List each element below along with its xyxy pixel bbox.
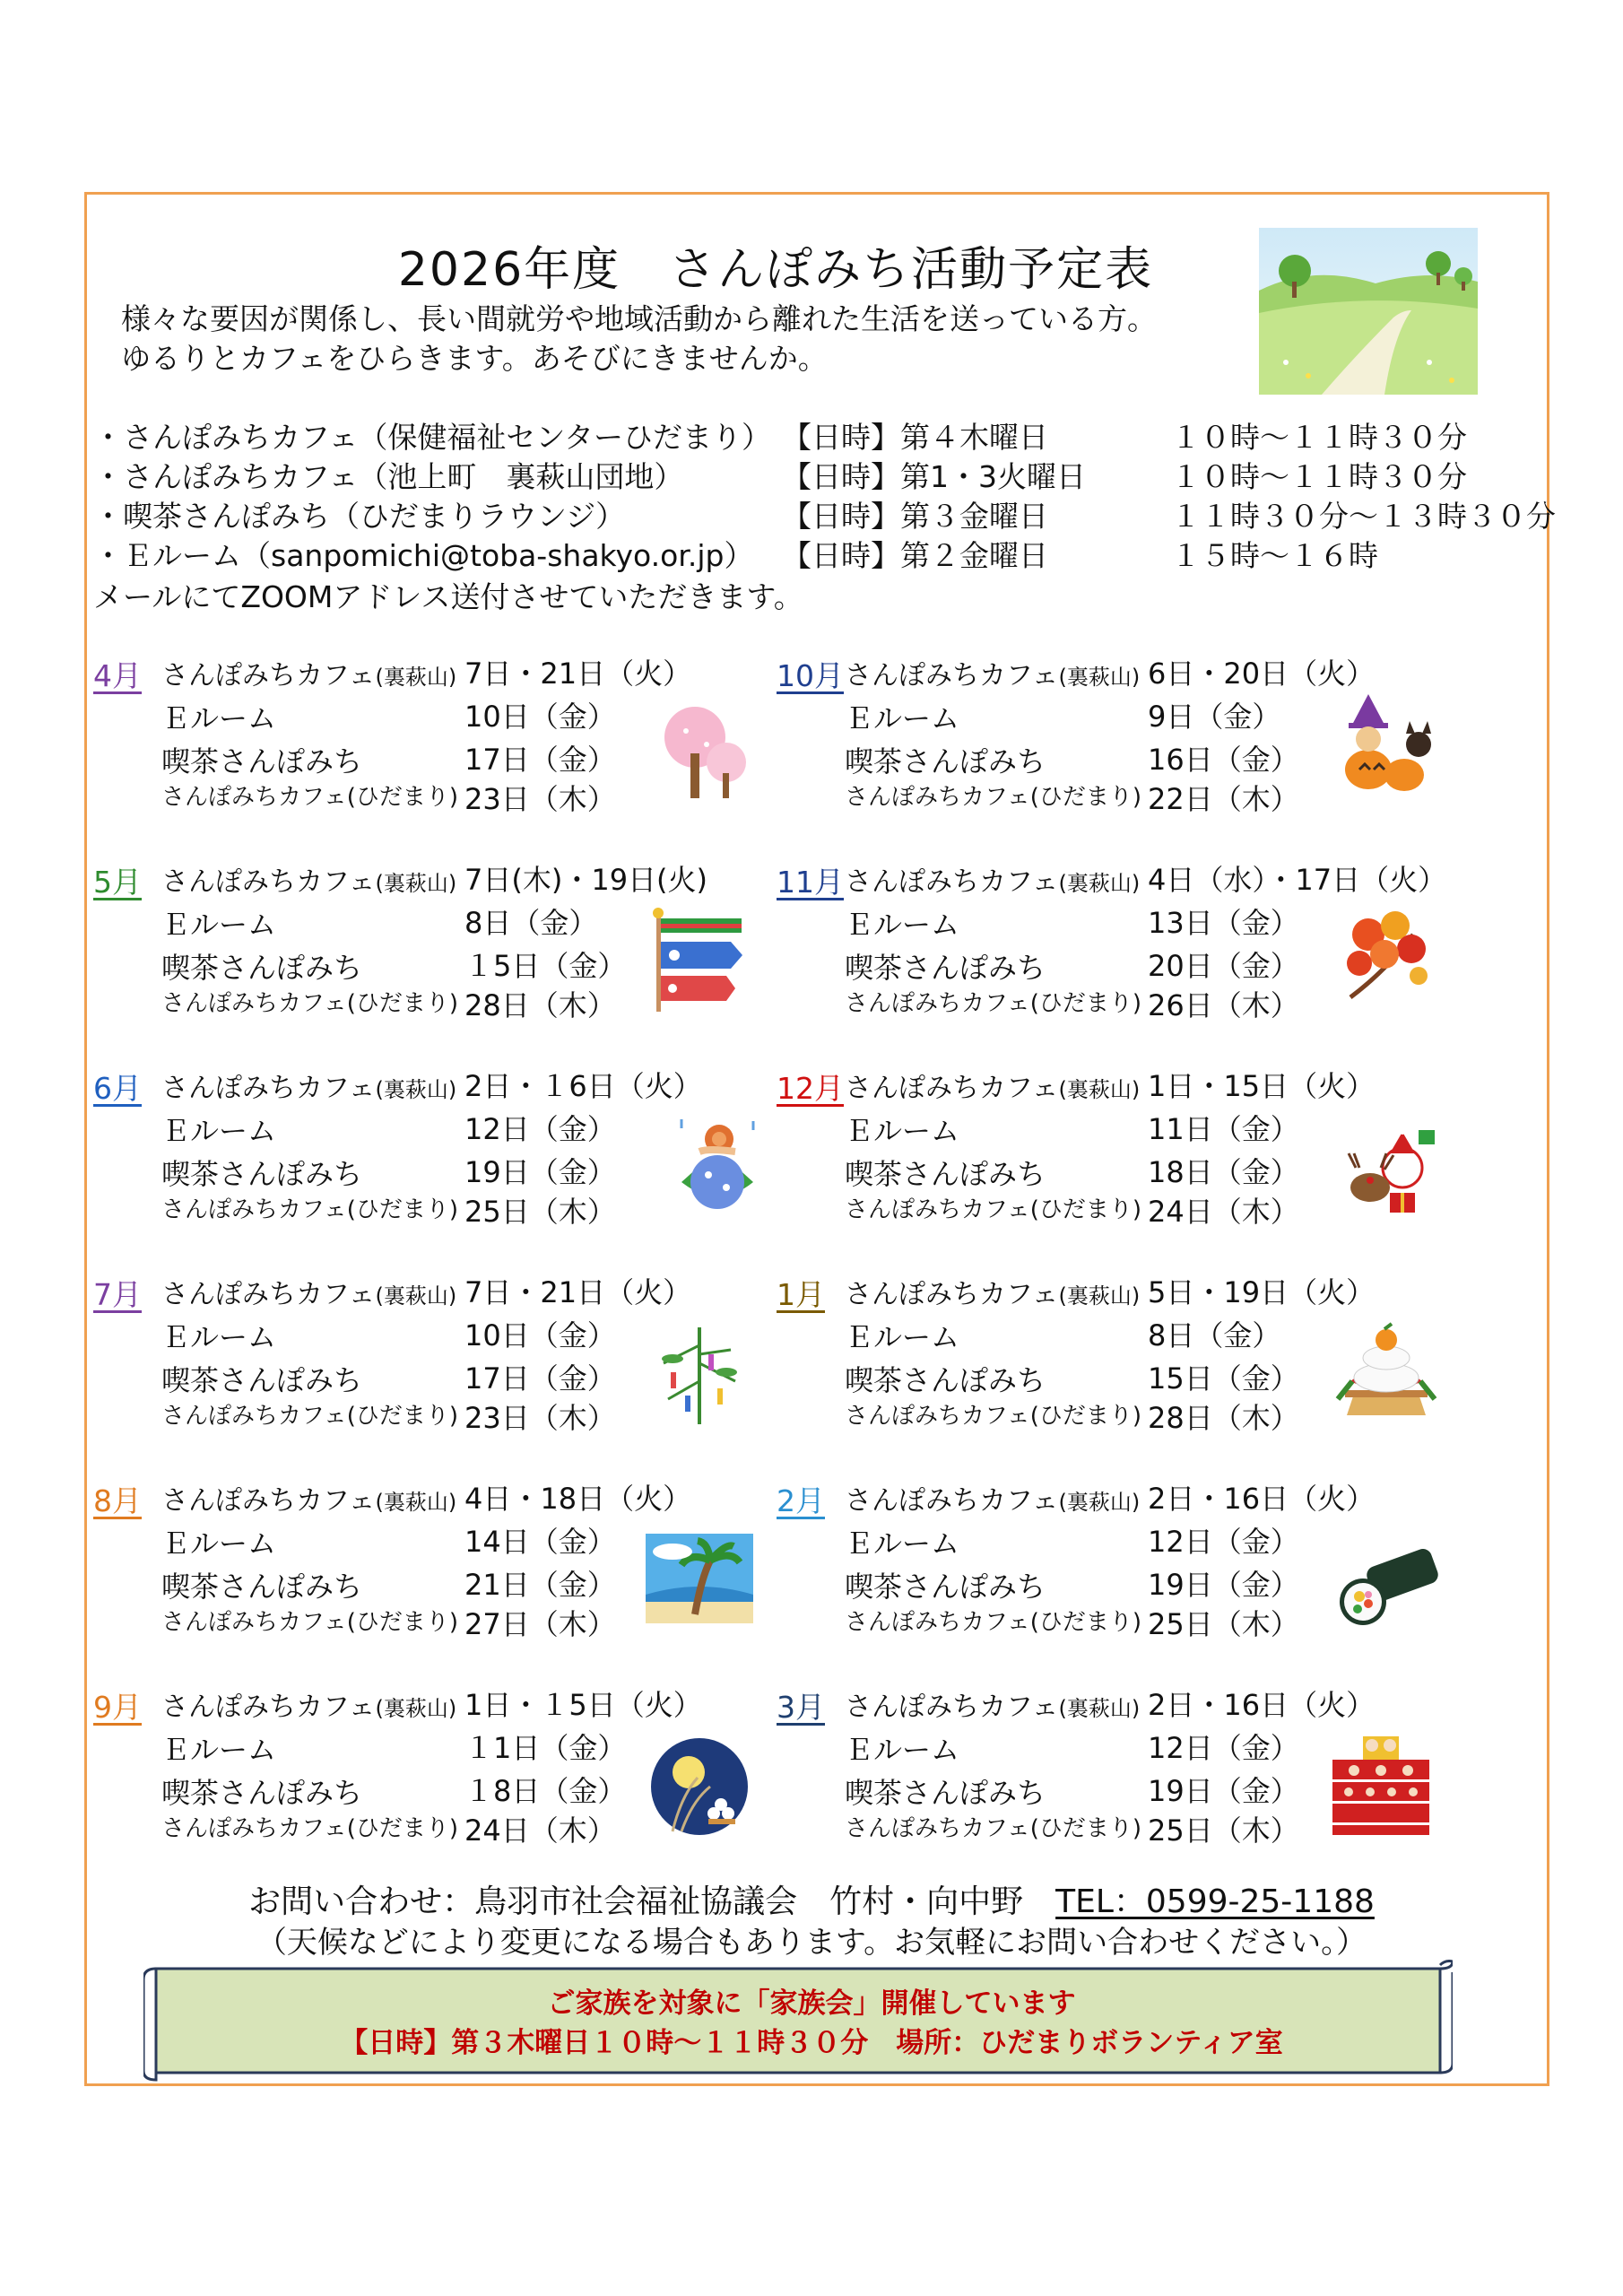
- date-eroom: 9日（金）: [1148, 700, 1281, 734]
- kissa-label-text: 喫茶さんぽみち: [161, 1157, 363, 1191]
- date-hidamari: 23日（木）: [464, 1401, 616, 1435]
- date-hidamari: 28日（木）: [464, 988, 616, 1022]
- kissa-label: [161, 1564, 362, 1605]
- kissa-label-text: 喫茶さんぽみち: [845, 744, 1046, 778]
- family-meeting-line-2: 【日時】第３木曜日１０時～１１時３０分 場所：ひだまりボランティア室: [340, 2027, 1283, 2059]
- activity-day: 【日時】第1・3火曜日: [782, 459, 1086, 494]
- activity-time: １１時３０分～１３時３０分: [1171, 499, 1556, 534]
- cafe-urahagi-label: [845, 653, 1140, 692]
- cafe-urahagi-label: [845, 1478, 1140, 1518]
- activity-day: 【日時】第３金曜日: [782, 499, 1048, 534]
- cafe-hidamari-label-text: さんぽみちカフェ(ひだまり): [161, 1196, 458, 1223]
- cafe-hidamari-label: [845, 1191, 1141, 1224]
- cafe-hidamari-label: [161, 985, 458, 1018]
- date-hidamari: 22日（木）: [1148, 782, 1299, 816]
- date-hidamari: 25日（木）: [1148, 1813, 1299, 1848]
- cafe-hidamari-label: [845, 778, 1141, 812]
- cafe-location-text: (裏萩山): [375, 665, 457, 690]
- cafe-location-text: (裏萩山): [1058, 1696, 1141, 1721]
- date-cafe: 4日（水）・17日（火）: [1148, 863, 1447, 897]
- cafe-label-text: さんぽみちカフェ: [845, 866, 1059, 898]
- month-label: 9月: [93, 1690, 142, 1725]
- date-hidamari: 23日（木）: [464, 782, 616, 816]
- cafe-urahagi-label: [161, 653, 456, 692]
- date-eroom: １1日（金）: [464, 1731, 627, 1765]
- cafe-label-text: さんぽみちカフェ: [161, 866, 376, 898]
- eroom-label: [161, 1521, 276, 1562]
- month-label: 12月: [777, 1071, 844, 1106]
- intro-line-2: ゆるりとカフェをひらきます。あそびにきませんか。: [121, 341, 828, 376]
- date-kissa: １8日（金）: [464, 1774, 627, 1808]
- kissa-label: [845, 1358, 1046, 1399]
- eroom-label: [161, 696, 276, 737]
- eroom-label: [845, 1727, 959, 1769]
- cafe-hidamari-label: [161, 1397, 458, 1431]
- kissa-label: [845, 1564, 1046, 1605]
- cafe-urahagi-label: [161, 1065, 456, 1105]
- kissa-label-text: 喫茶さんぽみち: [161, 1570, 363, 1604]
- cafe-label-text: さんぽみちカフェ: [161, 660, 376, 691]
- date-eroom: 14日（金）: [464, 1525, 616, 1559]
- date-hidamari: 27日（木）: [464, 1607, 616, 1641]
- kissa-label-text: 喫茶さんぽみち: [845, 1570, 1046, 1604]
- month-label: 1月: [777, 1277, 825, 1312]
- date-eroom: 10日（金）: [464, 1318, 616, 1352]
- cafe-location-text: (裏萩山): [1058, 665, 1141, 690]
- date-cafe: 6日・20日（火）: [1148, 657, 1376, 691]
- cafe-location-text: (裏萩山): [375, 1490, 457, 1515]
- month-label: 5月: [93, 865, 142, 900]
- cafe-hidamari-label-text: さんぽみちカフェ(ひだまり): [845, 1196, 1141, 1223]
- date-cafe: 1日・15日（火）: [1148, 1069, 1376, 1103]
- date-kissa: 17日（金）: [464, 743, 616, 777]
- beach-icon: [646, 1525, 753, 1632]
- kissa-label: [845, 1770, 1046, 1812]
- eroom-label-text: Ｅルーム: [161, 908, 277, 942]
- intro-line-1: 様々な要因が関係し、長い間就労や地域活動から離れた生活を送っている方。: [121, 301, 1157, 336]
- date-cafe: 4日・18日（火）: [464, 1482, 692, 1516]
- date-eroom: 13日（金）: [1148, 906, 1299, 940]
- cafe-label-text: さんぽみちカフェ: [845, 1073, 1059, 1104]
- cafe-urahagi-label: [161, 1478, 456, 1518]
- cafe-hidamari-label-text: さんぽみちカフェ(ひだまり): [845, 990, 1141, 1017]
- date-cafe: 7日・21日（火）: [464, 1275, 692, 1309]
- activity-name: ・Ｅルーム（sanpomichi@toba-shakyo.or.jp）: [93, 538, 754, 573]
- cafe-hidamari-label: [845, 1397, 1141, 1431]
- month-label: 8月: [93, 1483, 142, 1518]
- eroom-label-text: Ｅルーム: [845, 1526, 960, 1561]
- kissa-label: [161, 1770, 362, 1812]
- kissa-label: [845, 739, 1046, 780]
- cafe-urahagi-label: [161, 1272, 456, 1311]
- date-eroom: 12日（金）: [1148, 1525, 1299, 1559]
- moon-viewing-icon: [646, 1733, 753, 1840]
- cherry-blossom-icon: [646, 700, 753, 807]
- activity-name: ・喫茶さんぽみち（ひだまりラウンジ）: [93, 499, 626, 534]
- cafe-hidamari-label-text: さんぽみちカフェ(ひだまり): [161, 1609, 458, 1636]
- cafe-label-text: さんぽみちカフェ: [845, 1692, 1059, 1723]
- activity-day: 【日時】第４木曜日: [782, 420, 1048, 455]
- date-cafe: 1日・１5日（火）: [464, 1688, 702, 1722]
- cafe-hidamari-label-text: さんぽみちカフェ(ひだまり): [161, 1403, 458, 1430]
- eroom-label-text: Ｅルーム: [161, 1114, 277, 1148]
- zoom-mail-note: メールにてZOOMアドレス送付させていただきます。: [93, 579, 803, 614]
- eroom-label-text: Ｅルーム: [161, 1320, 277, 1354]
- eroom-label-text: Ｅルーム: [161, 701, 277, 735]
- cafe-urahagi-label: [845, 859, 1140, 899]
- date-cafe: 5日・19日（火）: [1148, 1275, 1376, 1309]
- date-hidamari: 25日（木）: [1148, 1607, 1299, 1641]
- cafe-hidamari-label: [845, 985, 1141, 1018]
- kissa-label: [845, 945, 1046, 987]
- kissa-label-text: 喫茶さんぽみち: [845, 951, 1046, 985]
- cafe-label-text: さんぽみちカフェ: [161, 1692, 376, 1723]
- date-eroom: 8日（金）: [464, 906, 598, 940]
- eroom-label-text: Ｅルーム: [845, 701, 960, 735]
- family-meeting-line-1: ご家族を対象に「家族会」開催しています: [547, 1987, 1076, 2020]
- kagami-mochi-icon: [1332, 1318, 1440, 1426]
- cafe-label-text: さんぽみちカフェ: [845, 1279, 1059, 1310]
- date-cafe: 2日・16日（火）: [1148, 1482, 1376, 1516]
- cafe-label-text: さんぽみちカフェ: [161, 1485, 376, 1517]
- activity-time: １５時～１６時: [1171, 538, 1378, 573]
- month-label: 4月: [93, 658, 142, 693]
- kissa-label-text: 喫茶さんぽみち: [845, 1157, 1046, 1191]
- cafe-label-text: さんぽみちカフェ: [161, 1073, 376, 1104]
- kissa-label: [161, 945, 362, 987]
- contact-line: [0, 1876, 1623, 1922]
- tanabata-icon: [646, 1318, 753, 1426]
- cafe-urahagi-label: [845, 1684, 1140, 1724]
- date-kissa: 19日（金）: [1148, 1774, 1299, 1808]
- page-title: 2026年度 さんぽみち活動予定表: [397, 243, 1154, 297]
- contact-tel: TEL：0599-25-1188: [1055, 1883, 1375, 1920]
- eroom-label: [161, 1109, 276, 1150]
- kissa-label: [161, 739, 362, 780]
- eroom-label-text: Ｅルーム: [845, 1320, 960, 1354]
- autumn-leaves-icon: [1332, 899, 1440, 1006]
- date-hidamari: 24日（木）: [464, 1813, 616, 1848]
- date-eroom: 11日（金）: [1148, 1112, 1299, 1146]
- cafe-hidamari-label-text: さんぽみちカフェ(ひだまり): [845, 784, 1141, 811]
- month-label: 11月: [777, 865, 844, 900]
- cafe-hidamari-label-text: さんぽみちカフェ(ひだまり): [845, 1815, 1141, 1842]
- activity-day: 【日時】第２金曜日: [782, 538, 1048, 573]
- cafe-location-text: (裏萩山): [1058, 871, 1141, 896]
- eroom-label-text: Ｅルーム: [161, 1733, 277, 1767]
- cafe-hidamari-label-text: さんぽみちカフェ(ひだまり): [161, 784, 458, 811]
- date-kissa: 19日（金）: [464, 1155, 616, 1189]
- date-hidamari: 24日（木）: [1148, 1195, 1299, 1229]
- eroom-label: [845, 1315, 959, 1356]
- cafe-location-text: (裏萩山): [375, 1283, 457, 1309]
- month-label: 2月: [777, 1483, 825, 1518]
- date-cafe: 7日・21日（火）: [464, 657, 692, 691]
- eroom-label-text: Ｅルーム: [845, 908, 960, 942]
- month-label: 10月: [777, 658, 844, 693]
- cafe-location-text: (裏萩山): [375, 871, 457, 896]
- cafe-hidamari-label-text: さんぽみちカフェ(ひだまり): [161, 990, 458, 1017]
- date-cafe: 2日・１6日（火）: [464, 1069, 702, 1103]
- date-eroom: 8日（金）: [1148, 1318, 1281, 1352]
- date-cafe: 7日(木)・19日(火): [464, 863, 708, 897]
- halloween-icon: [1332, 689, 1440, 796]
- cafe-location-text: (裏萩山): [1058, 1283, 1141, 1309]
- date-kissa: 20日（金）: [1148, 949, 1299, 983]
- christmas-icon: [1332, 1118, 1440, 1225]
- cafe-hidamari-label: [845, 1604, 1141, 1637]
- kissa-label: [161, 1152, 362, 1193]
- cafe-hidamari-label-text: さんぽみちカフェ(ひだまり): [161, 1815, 458, 1842]
- hina-dolls-icon: [1327, 1733, 1435, 1840]
- snail-hydrangea-icon: [664, 1112, 771, 1220]
- month-label: 6月: [93, 1071, 142, 1106]
- kissa-label-text: 喫茶さんぽみち: [161, 1776, 363, 1810]
- ehomaki-icon: [1332, 1530, 1440, 1638]
- date-hidamari: 26日（木）: [1148, 988, 1299, 1022]
- eroom-label: [845, 696, 959, 737]
- date-eroom: 12日（金）: [464, 1112, 616, 1146]
- koinobori-icon: [646, 906, 753, 1013]
- change-note: （天候などにより変更になる場合もあります。お気軽にお問い合わせください。）: [256, 1925, 1367, 1961]
- cafe-location-text: (裏萩山): [375, 1696, 457, 1721]
- kissa-label-text: 喫茶さんぽみち: [845, 1363, 1046, 1397]
- kissa-label: [161, 1358, 362, 1399]
- cafe-label-text: さんぽみちカフェ: [161, 1279, 376, 1310]
- date-cafe: 2日・16日（火）: [1148, 1688, 1376, 1722]
- cafe-hidamari-label: [161, 1604, 458, 1637]
- date-eroom: 10日（金）: [464, 700, 616, 734]
- cafe-urahagi-label: [845, 1272, 1140, 1311]
- eroom-label-text: Ｅルーム: [845, 1733, 960, 1767]
- cafe-urahagi-label: [161, 859, 456, 899]
- cafe-hidamari-label: [161, 778, 458, 812]
- kissa-label-text: 喫茶さんぽみち: [161, 951, 363, 985]
- cafe-hidamari-label-text: さんぽみちカフェ(ひだまり): [845, 1403, 1141, 1430]
- date-kissa: 21日（金）: [464, 1568, 616, 1602]
- eroom-label: [161, 902, 276, 944]
- kissa-label-text: 喫茶さんぽみち: [845, 1776, 1046, 1810]
- eroom-label: [161, 1727, 276, 1769]
- cafe-label-text: さんぽみちカフェ: [845, 1485, 1059, 1517]
- eroom-label: [845, 1521, 959, 1562]
- date-hidamari: 28日（木）: [1148, 1401, 1299, 1435]
- month-label: 3月: [777, 1690, 825, 1725]
- cafe-location-text: (裏萩山): [1058, 1077, 1141, 1102]
- kissa-label-text: 喫茶さんぽみち: [161, 1363, 363, 1397]
- cafe-location-text: (裏萩山): [1058, 1490, 1141, 1515]
- kissa-label-text: 喫茶さんぽみち: [161, 744, 363, 778]
- park-landscape-illustration: [1259, 228, 1478, 395]
- cafe-hidamari-label: [161, 1191, 458, 1224]
- date-hidamari: 25日（木）: [464, 1195, 616, 1229]
- cafe-hidamari-label-text: さんぽみちカフェ(ひだまり): [845, 1609, 1141, 1636]
- cafe-hidamari-label: [161, 1810, 458, 1843]
- cafe-urahagi-label: [161, 1684, 456, 1724]
- cafe-hidamari-label: [845, 1810, 1141, 1843]
- eroom-label: [845, 902, 959, 944]
- activity-name: ・さんぽみちカフェ（保健福祉センターひだまり）: [93, 420, 772, 455]
- month-label: 7月: [93, 1277, 142, 1312]
- date-kissa: 15日（金）: [1148, 1361, 1299, 1396]
- activity-time: １０時～１１時３０分: [1171, 420, 1467, 455]
- date-kissa: １5日（金）: [464, 949, 627, 983]
- kissa-label: [845, 1152, 1046, 1193]
- date-kissa: 19日（金）: [1148, 1568, 1299, 1602]
- eroom-label: [845, 1109, 959, 1150]
- date-kissa: 18日（金）: [1148, 1155, 1299, 1189]
- eroom-label-text: Ｅルーム: [845, 1114, 960, 1148]
- date-kissa: 16日（金）: [1148, 743, 1299, 777]
- eroom-label: [161, 1315, 276, 1356]
- activity-name: ・さんぽみちカフェ（池上町 裏萩山団地）: [93, 459, 684, 494]
- cafe-urahagi-label: [845, 1065, 1140, 1105]
- date-eroom: 12日（金）: [1148, 1731, 1299, 1765]
- activity-time: １０時～１１時３０分: [1171, 459, 1467, 494]
- contact-text: お問い合わせ：鳥羽市社会福祉協議会 竹村・向中野: [248, 1883, 1056, 1920]
- date-kissa: 17日（金）: [464, 1361, 616, 1396]
- cafe-location-text: (裏萩山): [375, 1077, 457, 1102]
- eroom-label-text: Ｅルーム: [161, 1526, 277, 1561]
- cafe-label-text: さんぽみちカフェ: [845, 660, 1059, 691]
